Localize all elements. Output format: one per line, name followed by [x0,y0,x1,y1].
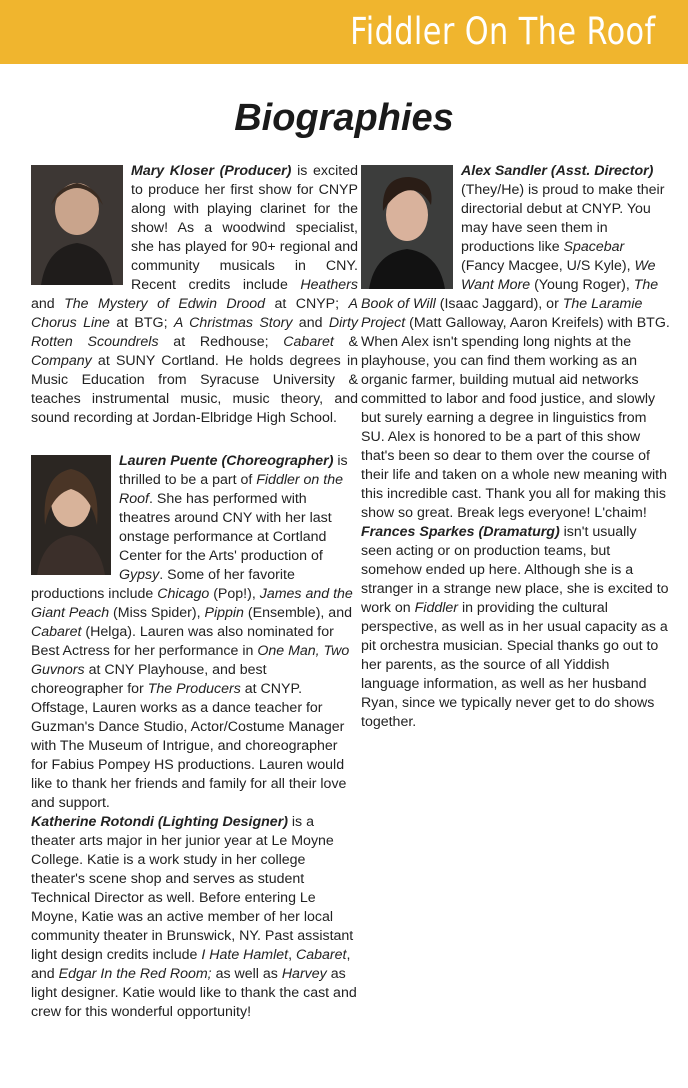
page-heading: Biographies [234,97,454,139]
bio-name: Mary Kloser (Producer) [131,163,292,179]
right-column [361,162,671,732]
headshot-photo-alex [361,165,453,289]
headshot-photo-mary [31,165,123,285]
bio-mary-kloser: Mary Kloser (Producer) is excited to produce her first show for CNYP along with playing clarinet for the show! As a woodwind specialist, she has played for 90+ regional and community musicals in CNY. Recent credits include Heathers and The Mystery of Edwin Drood at CNYP; A Chorus Line at BTG; A Christmas Story and Dirty Rotten Scoundrels at Redhouse; Cabaret & Company at SUNY Cortland. He holds degrees in Music Education from Syracuse University & teaches instrumental music, music theory, and sound recording at Jordan-Elbridge High School. [31,163,359,426]
title-banner [0,0,688,64]
bio-katherine-rotondi: Katherine Rotondi (Lighting Designer) is a theater arts major in her junior year at Le Moyne College. Katie is a work study in her college theater's scene shop and serves as student Technical Director as well. Before entering Le Moyne, Katie was an active member of her local community theater in Brunswick, NY. Past assistant light design credits include I Hate Hamlet, Cabaret, and Edgar In the Red Room; as well as Harvey as light designer. Katie would like to thank the cast and crew for this wonderful opportunity! [31,814,357,1020]
bio-lauren-puente: Lauren Puente (Choreographer) is thrilled to be a part of Fiddler on the Roof. She has performed with theatres around CNY with her last onstage performance at Cortland Center for the Arts' production of Gypsy. Some of her favorite productions include Chicago (Pop!), James and the Giant Peach (Miss Spider), Pippin (Ensemble), and Cabaret (Helga). Lauren was also nominated for Best Actress for her performance in One Man, Two Guvnors at CNY Playhouse, and best choreographer for The Producers at CNYP. Offstage, Lauren works as a dance teacher for Guzman's Dance Studio, Actor/Costume Manager with The Museum of Intrigue, and choreographer for Fabius Pompey HS productions. Lauren would like to thank her friends and family for all their love and support. [31,453,353,811]
show-title: Fiddler On The Roof [350,10,656,53]
left-column [31,162,358,1022]
bio-alex-sandler: Alex Sandler (Asst. Director) (They/He) is proud to make their directorial debut at CNYP. You may have seen them in productions like Spacebar (Fancy Macgee, U/S Kyle), We Want More (Young Roger), The Book of Will (Isaac Jaggard), or The Laramie Project (Matt Galloway, Aaron Kreifels) with BTG. When Alex isn't spending long nights at the playhouse, you can find them working as an organic farmer, building mutual aid networks committed to labor and food justice, and slowly but surely earning a degree in linguistics from SU. Alex is honored to be a part of this show that's been so dear to them over the course of their life and taken on a whole new meaning with this incredible cast. Thank you all for making this show so great. Break legs everyone! L'chaim! [361,163,670,521]
headshot-photo-lauren [31,455,111,575]
bio-name: Katherine Rotondi (Lighting Designer) [31,814,288,830]
bio-name: Lauren Puente (Choreographer) [119,453,334,469]
bio-name: Frances Sparkes (Dramaturg) [361,524,560,540]
bio-name: Alex Sandler (Asst. Director) [461,163,654,179]
bio-frances-sparkes: Frances Sparkes (Dramaturg) isn't usually seen acting or on production teams, but somehow ended up here. Although she is a stranger in a strange new place, she is excited to work on Fiddler in providing the cultural perspective, as well as in her usual capacity as a pit orchestra musician. Special thanks go out to her parents, as the source of all Yiddish language information, as well as her husband Ryan, since we typically never get to do shows together. [361,524,669,730]
